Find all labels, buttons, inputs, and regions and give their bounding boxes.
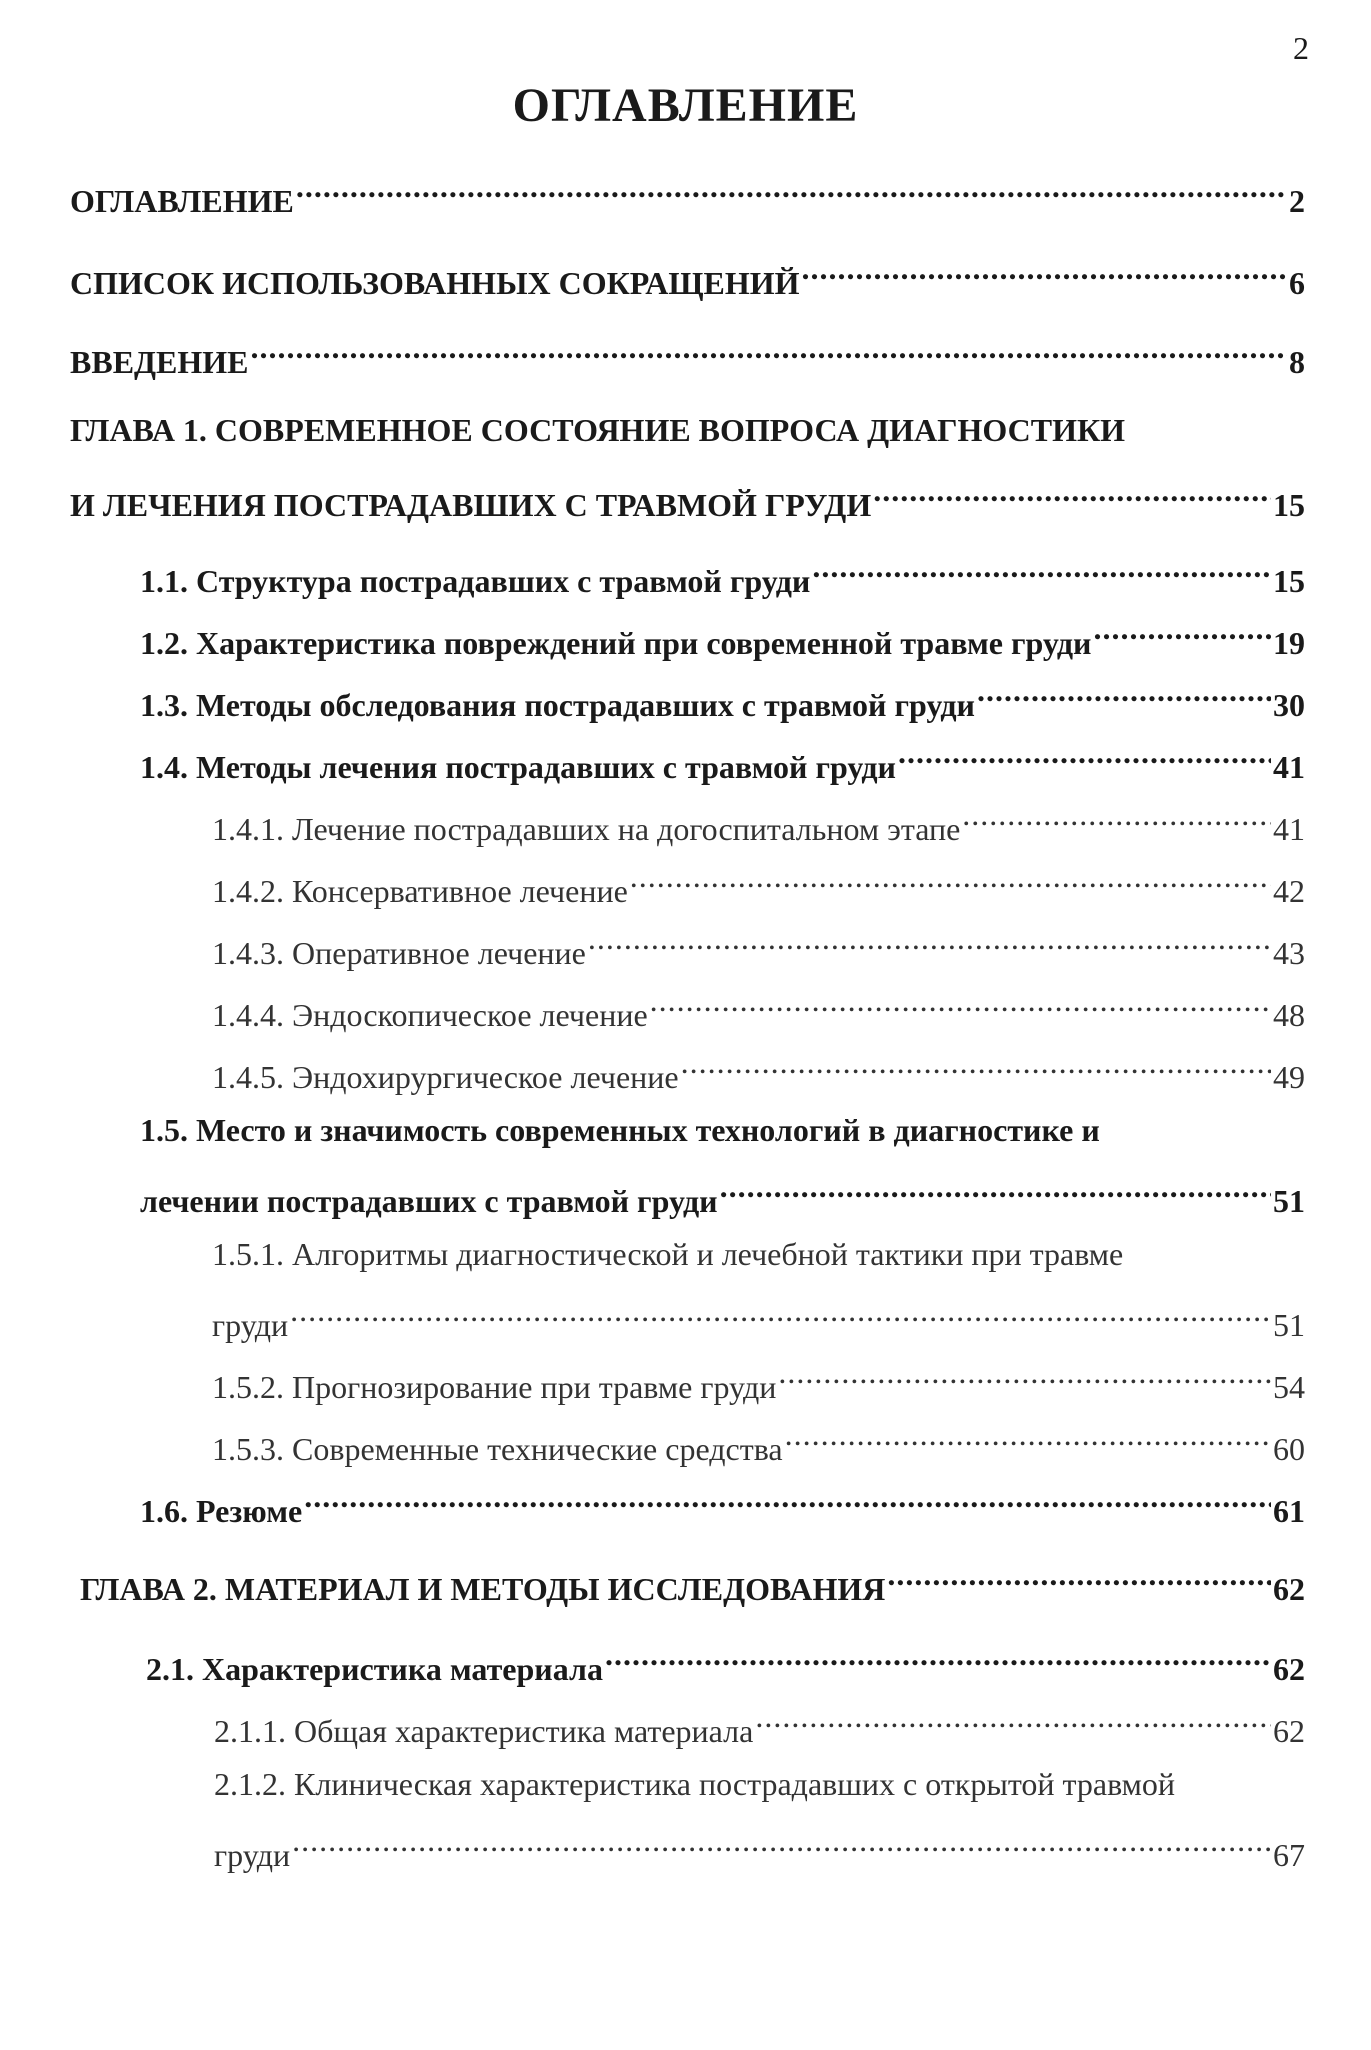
toc-entry-page: 48 [1273,997,1305,1033]
toc-entry-page: 61 [1273,1493,1305,1529]
toc-entry-page: 51 [1273,1183,1305,1219]
toc-entry[interactable] [212,862,1305,909]
page-title: ОГЛАВЛЕНИЕ [512,79,859,132]
toc-entry-text: 1.2. Характеристика повреждений при современной травме груди [140,625,1092,661]
toc-entry-text: груди [212,1307,289,1343]
toc-entry-page: 15 [1273,563,1305,599]
dot-leader [630,862,1271,902]
toc-entry-page: 42 [1273,873,1305,909]
toc-entry-page: 49 [1273,1059,1305,1095]
toc-entry-text: 1.6. Резюме [140,1493,303,1529]
toc-entry-text: 1.4.4. Эндоскопическое лечение [212,997,648,1033]
toc-entry-text: 2.1. Характеристика материала [146,1651,603,1687]
page-number: 2 [1293,30,1309,66]
toc-entry-page: 62 [1273,1713,1305,1749]
dot-leader [873,476,1271,516]
dot-leader [778,1358,1271,1398]
toc-entry-text: 1.3. Методы обследования пострадавших с травмой груди [140,687,975,723]
dot-leader [588,924,1271,964]
toc-entry[interactable] [140,738,1305,785]
toc-entry[interactable] [146,1640,1305,1687]
dot-leader [887,1560,1271,1600]
dot-leader [962,800,1271,840]
toc-entry[interactable] [70,476,1305,523]
toc-entry-page: 41 [1273,811,1305,847]
toc-entry-text: ГЛАВА 2. МАТЕРИАЛ И МЕТОДЫ ИССЛЕДОВАНИЯ [80,1571,886,1607]
dot-leader [251,333,1287,373]
toc-entry-text: 1.4.3. Оперативное лечение [212,935,586,971]
dot-leader [1093,614,1271,654]
toc-entry[interactable] [212,986,1305,1033]
toc-entry[interactable] [70,254,1305,301]
toc-entry-text: 1.5.3. Современные технические средства [212,1431,783,1467]
toc-entry-first-line[interactable]: 2.1.2. Клиническая характеристика пострадавших с открытой травмой [214,1766,1176,1802]
dot-leader [802,254,1287,294]
toc-entry-page: 62 [1273,1651,1305,1687]
toc-entry[interactable] [212,924,1305,971]
dot-leader [681,1048,1271,1088]
toc-entry-page: 62 [1273,1571,1305,1607]
toc-entry[interactable] [212,1048,1305,1095]
toc-entry-page: 8 [1289,344,1305,380]
toc-entry[interactable] [80,1560,1305,1607]
toc-entry[interactable] [212,800,1305,847]
toc-entry[interactable] [212,1420,1305,1467]
toc-entry-first-line[interactable]: 1.5. Место и значимость современных технологий в диагностике и [140,1112,1100,1148]
dot-leader [812,552,1271,592]
toc-entry-text: 1.4.1. Лечение пострадавших на догоспитальном этапе [212,811,961,847]
toc-entry-text: 1.1. Структура пострадавших с травмой груди [140,563,811,599]
toc-entry-page: 41 [1273,749,1305,785]
dot-leader [304,1482,1271,1522]
dot-leader [785,1420,1271,1460]
toc-entry[interactable] [70,333,1305,380]
toc-entry-page: 60 [1273,1431,1305,1467]
dot-leader [977,676,1271,716]
toc-entry-page: 19 [1273,625,1305,661]
toc-entry-text: И ЛЕЧЕНИЯ ПОСТРАДАВШИХ С ТРАВМОЙ ГРУДИ [70,487,872,523]
dot-leader [605,1640,1271,1680]
toc-entry[interactable] [140,676,1305,723]
toc-entry[interactable] [140,552,1305,599]
toc-entry[interactable] [140,614,1305,661]
toc-entry-text: 1.4. Методы лечения пострадавших с травмой груди [140,749,896,785]
toc-entry-page: 43 [1273,935,1305,971]
toc-entry[interactable] [140,1172,1305,1219]
toc-entry-text: 2.1.1. Общая характеристика материала [214,1713,754,1749]
toc-entry-page: 67 [1273,1837,1305,1873]
toc-entry-text: СПИСОК ИСПОЛЬЗОВАННЫХ СОКРАЩЕНИЙ [70,265,800,301]
toc-entry-text: ВВЕДЕНИЕ [70,344,249,380]
toc-entry[interactable] [214,1826,1305,1873]
toc-entry[interactable] [70,172,1305,219]
toc-entry-page: 30 [1273,687,1305,723]
toc-entry-page: 2 [1289,183,1305,219]
toc-entry[interactable] [212,1296,1305,1343]
toc-entry-first-line[interactable]: ГЛАВА 1. СОВРЕМЕННОЕ СОСТОЯНИЕ ВОПРОСА ДИАГНОСТИКИ [70,412,1126,448]
toc-entry[interactable] [214,1702,1305,1749]
toc-entry-text: 1.4.2. Консервативное лечение [212,873,628,909]
toc-entry-text: 1.4.5. Эндохирургическое лечение [212,1059,679,1095]
dot-leader [898,738,1271,778]
toc-entry-text: лечении пострадавших с травмой груди [140,1183,718,1219]
toc-entry-page: 6 [1289,265,1305,301]
dot-leader [296,172,1287,212]
toc-entry-text: ОГЛАВЛЕНИЕ [70,183,294,219]
dot-leader [650,986,1271,1026]
dot-leader [720,1172,1271,1212]
dot-leader [290,1296,1271,1336]
toc-entry-text: 1.5.2. Прогнозирование при травме груди [212,1369,777,1405]
toc-entry-page: 15 [1273,487,1305,523]
toc-entry-text: груди [214,1837,291,1873]
toc-entry-first-line[interactable]: 1.5.1. Алгоритмы диагностической и лечебной тактики при травме [212,1236,1124,1272]
toc-entry[interactable] [140,1482,1305,1529]
toc-entry-page: 51 [1273,1307,1305,1343]
toc-entry-page: 54 [1273,1369,1305,1405]
dot-leader [292,1826,1271,1866]
dot-leader [755,1702,1271,1742]
toc-entry[interactable] [212,1358,1305,1405]
